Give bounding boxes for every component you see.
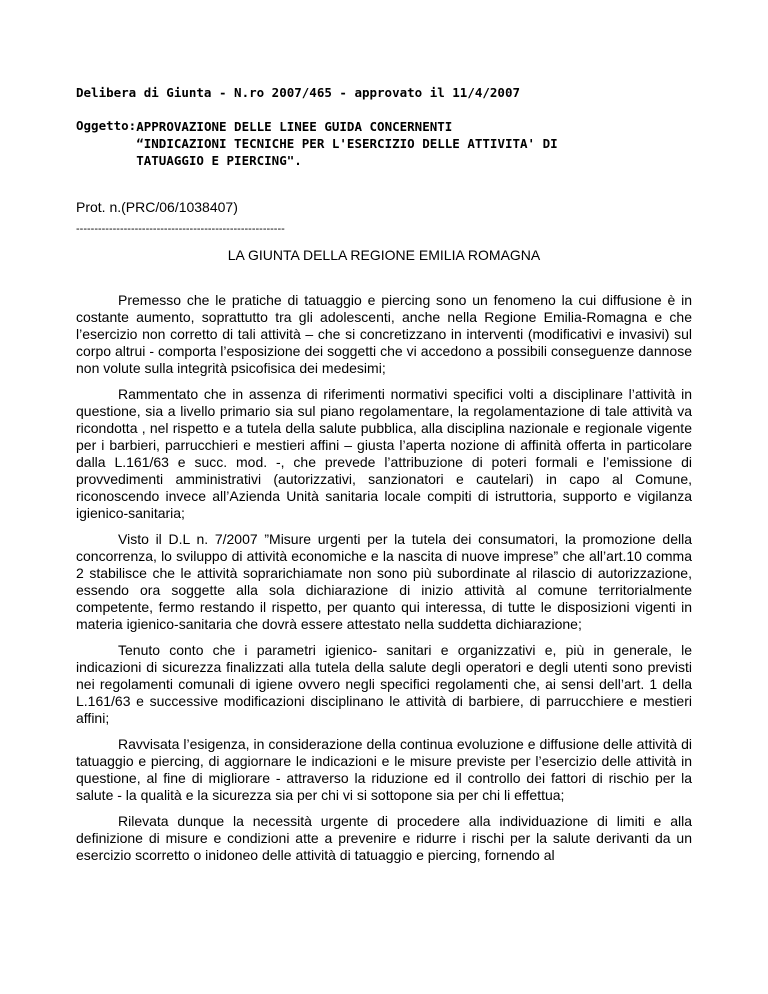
- delibera-header: Delibera di Giunta - N.ro 2007/465 - approvato il 11/4/2007: [76, 85, 521, 100]
- document-title: LA GIUNTA DELLA REGIONE EMILIA ROMAGNA: [227, 247, 541, 263]
- oggetto-text: [136, 118, 557, 169]
- oggetto-block: [76, 118, 716, 169]
- separator-line: ---------------------------------------------------------: [76, 223, 285, 235]
- paragraph: Rilevata dunque la necessità urgente di procedere alla individuazione di limiti e alla definizione di misure e condizioni atte a prevenire e ridurre i rischi per la salute derivanti da un esercizio scorretto o inidoneo delle attività di tatuaggio e piercing, fornendo al: [76, 813, 692, 863]
- paragraph: Premesso che le pratiche di tatuaggio e piercing sono un fenomeno la cui diffusione è in costante aumento, soprattutto tra gli adolescenti, anche nella Regione Emilia-Romagna e che l’esercizio non corretto di tali attività – che si concretizzano in interventi (modificativi e invasivi) sul corpo altrui - comporta l’esposizione dei soggetti che vi accedono a possibili conseguenze dannose non volute sulla integrità psicofisica dei medesimi;: [76, 292, 692, 376]
- oggetto-label: Oggetto:: [76, 118, 137, 133]
- paragraph: Visto il D.L n. 7/2007 ”Misure urgenti per la tutela dei consumatori, la promozione della concorrenza, lo sviluppo di attività economiche e la nascita di nuove imprese” che all’art.10 comma 2 stabilisce che le attività soprarichiamate non sono più subordinate al rilascio di autorizzazione, essendo ora soggette alla sola dichiarazione di inizio attività al comune territorialmente competente, fermo restando il rispetto, per quanto qui interessa, di tutte le disposizioni vigenti in materia igienico-sanitaria che dovrà essere attestato nella suddetta dichiarazione;: [76, 531, 692, 632]
- protocol-number: Prot. n.(PRC/06/1038407): [76, 199, 238, 215]
- oggetto-line: TATUAGGIO E PIERCING".: [136, 153, 302, 168]
- paragraph: Rammentato che in assenza di riferimenti normativi specifici volti a disciplinare l’attività in questione, sia a livello primario sia sul piano regolamentare, la regolamentazione di tale attività va ricondotta , nel rispetto e a tutela della salute pubblica, alla disciplina nazionale e regionale vigente per i barbieri, parrucchieri e mestieri affini – giusta l’aperta nozione di affinità offerta in particolare dalla L.161/63 e succ. mod. -, che prevede l’attribuzione di poteri formali e l’emissione di provvedimenti amministrativi (autorizzativi, sanzionatori e cautelari) in capo al Comune, riconoscendo invece all’Azienda Unità sanitaria locale compiti di istruttoria, supporto e vigilanza igienico-sanitaria;: [76, 386, 692, 521]
- document-body: [76, 292, 692, 873]
- oggetto-line: APPROVAZIONE DELLE LINEE GUIDA CONCERNENTI: [136, 119, 453, 134]
- paragraph: Ravvisata l’esigenza, in considerazione della continua evoluzione e diffusione delle attività di tatuaggio e piercing, di aggiornare le indicazioni e le misure previste per l’esercizio delle attività in questione, al fine di migliorare - attraverso la riduzione ed il controllo dei fattori di rischio per la salute - la qualità e la sicurezza sia per chi vi si sottopone sia per chi li effettua;: [76, 736, 692, 803]
- oggetto-line: “INDICAZIONI TECNICHE PER L'ESERCIZIO DELLE ATTIVITA' DI: [136, 136, 558, 151]
- paragraph: Tenuto conto che i parametri igienico- sanitari e organizzativi e, più in generale, le indicazioni di sicurezza finalizzati alla tutela della salute degli operatori e degli utenti sono previsti nei regolamenti comunali di igiene ovvero negli specifici regolamenti che, ai sensi dell’art. 1 della L.161/63 e successive modificazioni disciplinano le attività di barbiere, di parrucchiere e mestieri affini;: [76, 642, 692, 726]
